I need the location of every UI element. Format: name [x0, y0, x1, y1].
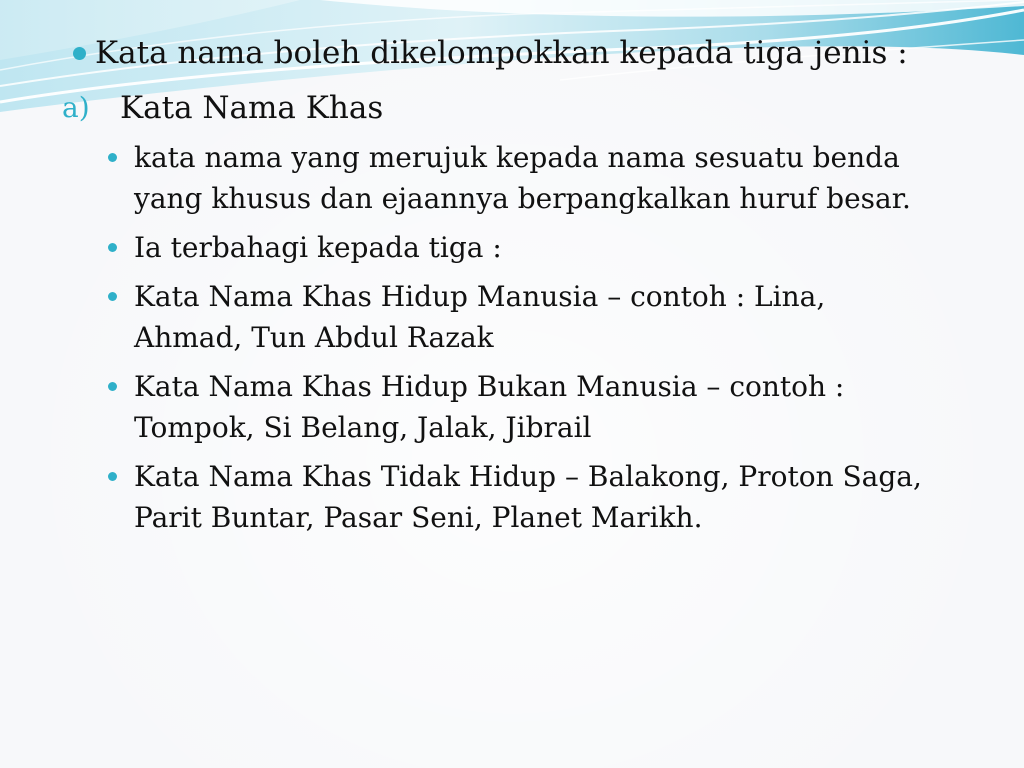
list-item-line: Parit Buntar, Pasar Seni, Planet Marikh.	[134, 501, 703, 534]
bullet-dot-icon	[73, 47, 86, 60]
list-item-line: kata nama yang merujuk kepada nama sesuatu benda	[134, 141, 900, 174]
level1-text: Kata nama boleh dikelompokkan kepada tiga jenis :	[95, 35, 908, 71]
list-item	[0, 366, 1024, 448]
bullet-dot-icon	[108, 292, 117, 301]
list-item-line: yang khusus dan ejaannya berpangkalkan huruf besar.	[134, 182, 911, 215]
list-item-line: Tompok, Si Belang, Jalak, Jibrail	[134, 411, 592, 444]
list-item-line: Kata Nama Khas Hidup Bukan Manusia – contoh :	[134, 370, 845, 403]
bullet-dot-icon	[108, 472, 117, 481]
list-item	[0, 276, 1024, 358]
list-item	[0, 456, 1024, 538]
bullet-dot-icon	[108, 153, 117, 162]
sub-bullet-list	[0, 137, 1024, 546]
bullet-dot-icon	[108, 382, 117, 391]
bullet-dot-icon	[108, 243, 117, 252]
section-marker: a)	[62, 91, 90, 124]
section-title: Kata Nama Khas	[120, 90, 384, 126]
list-item	[0, 137, 1024, 219]
list-item-line: Kata Nama Khas Hidup Manusia – contoh : Lina,	[134, 280, 826, 313]
list-item-line: Kata Nama Khas Tidak Hidup – Balakong, Proton Saga,	[134, 460, 922, 493]
list-item-line: Ia terbahagi kepada tiga :	[134, 231, 502, 264]
list-item-line: Ahmad, Tun Abdul Razak	[134, 321, 494, 354]
list-item	[0, 227, 1024, 268]
